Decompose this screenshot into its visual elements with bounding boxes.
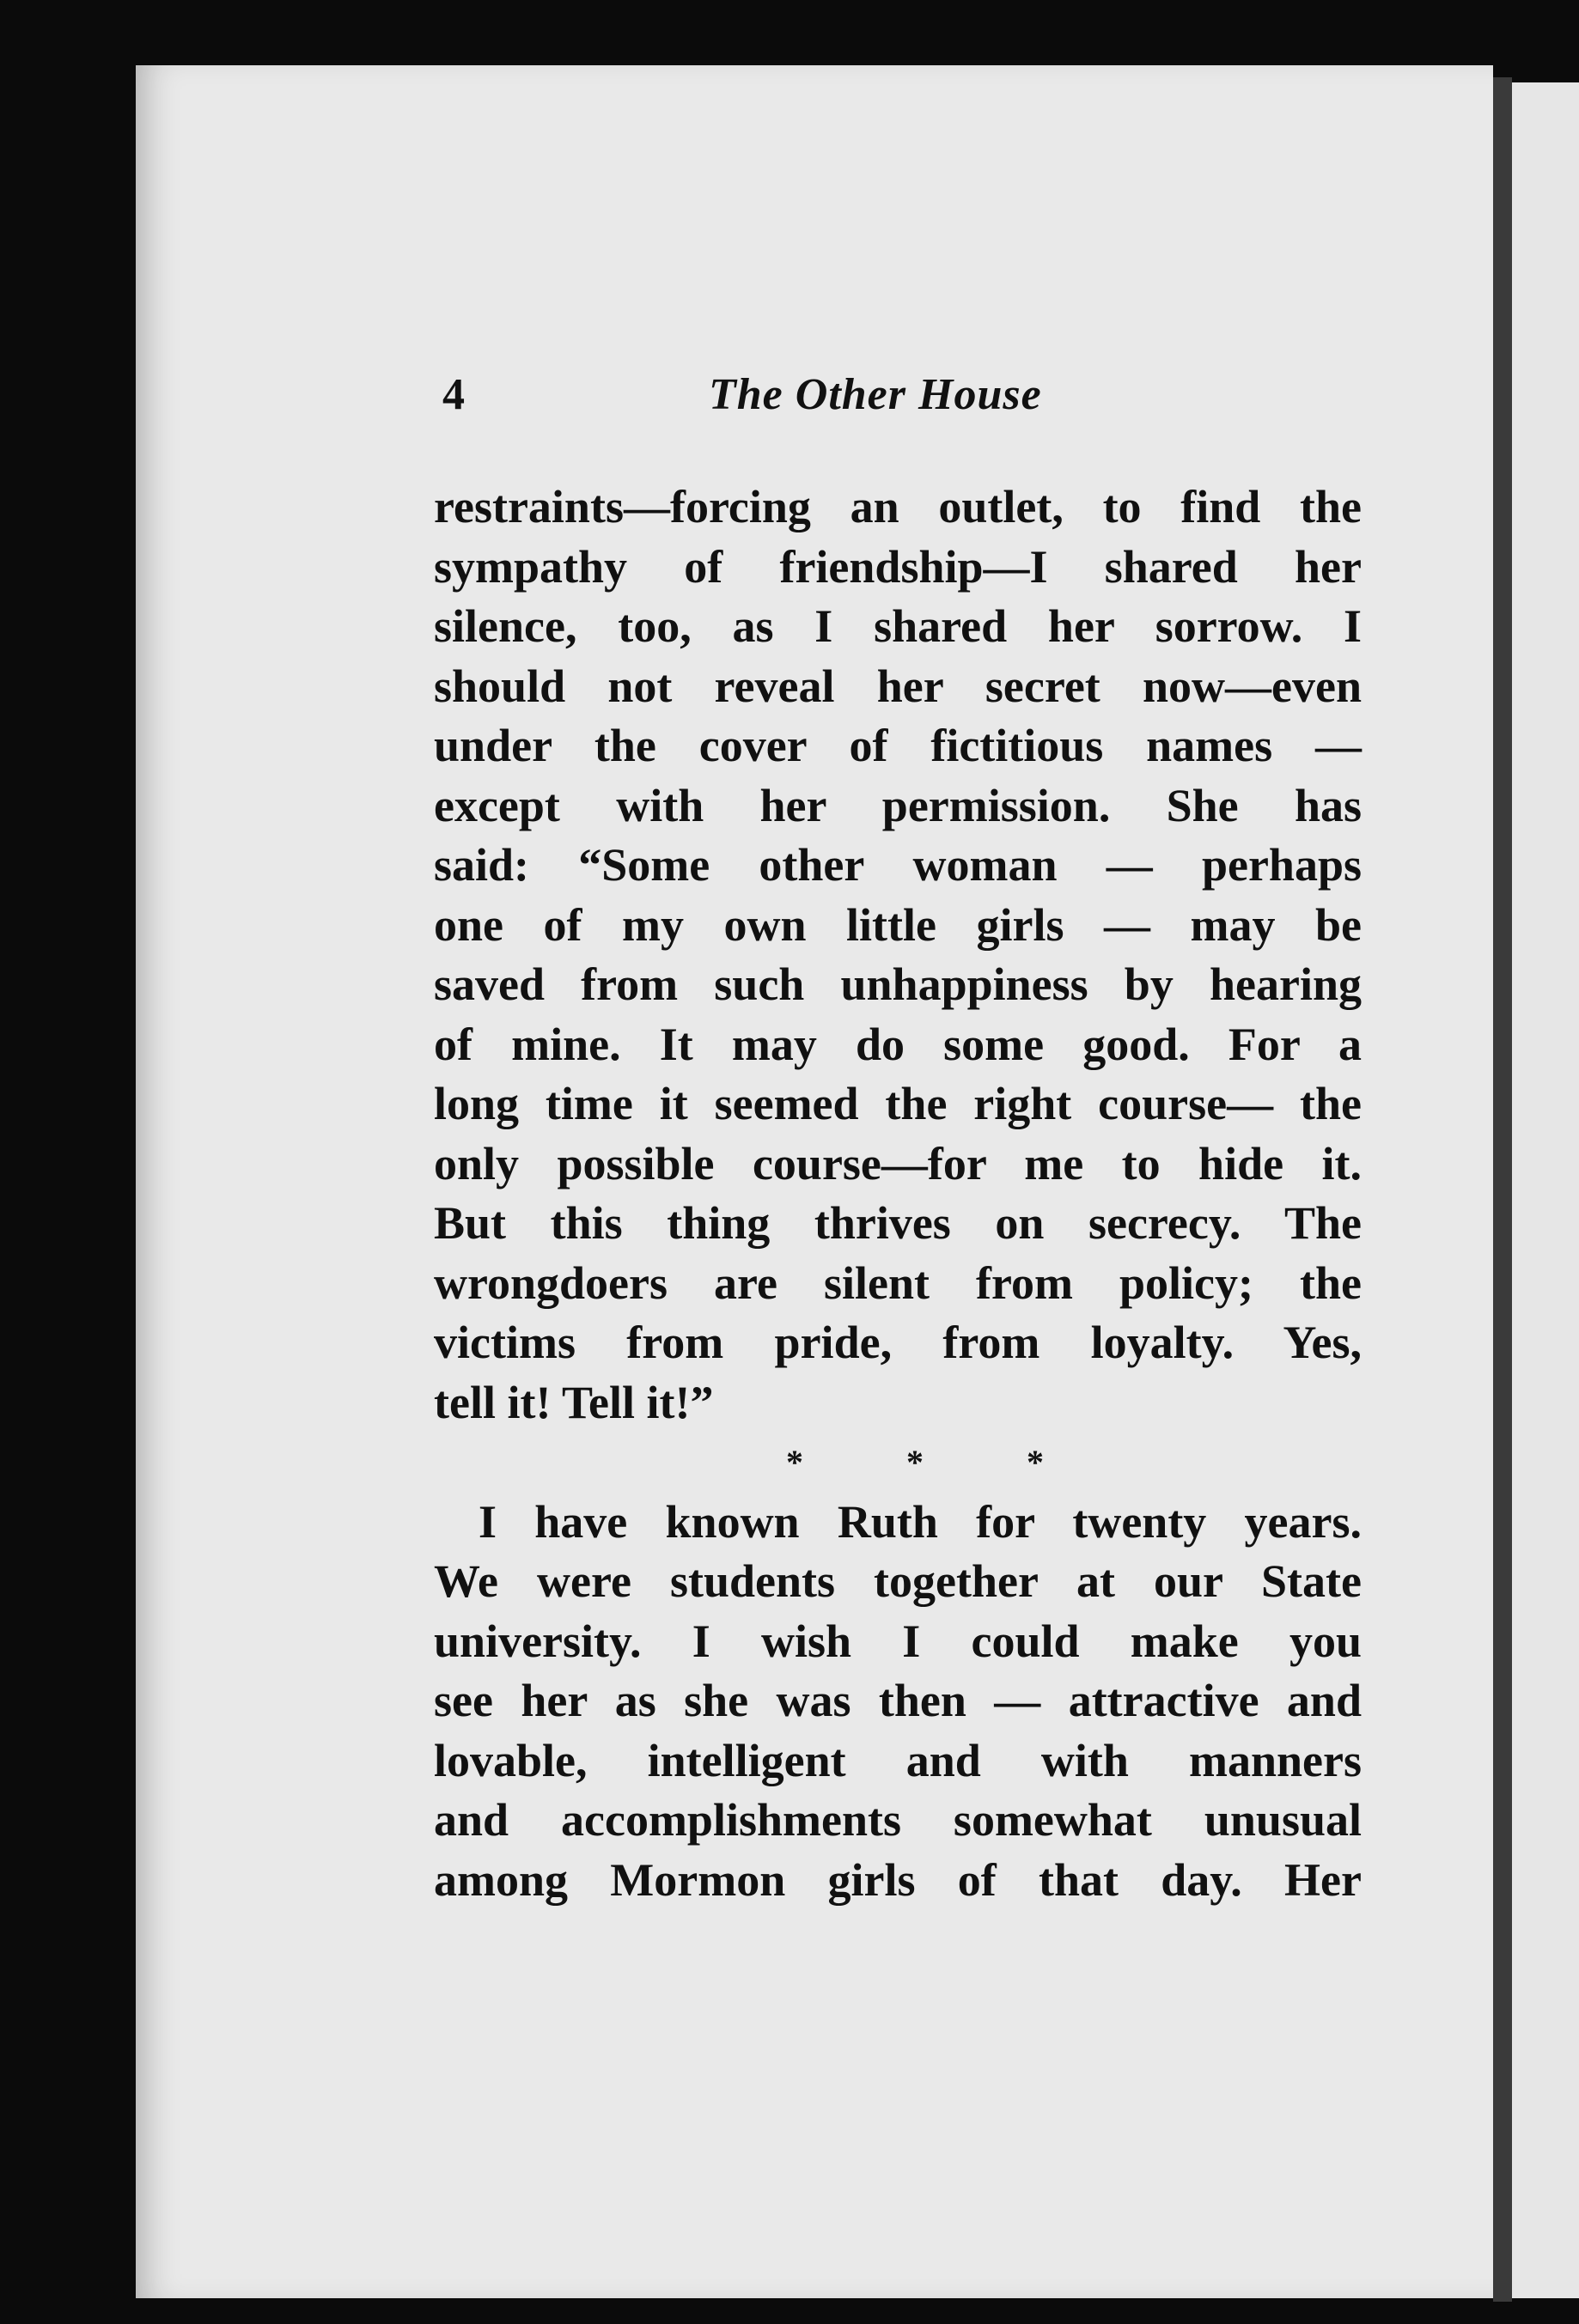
page-header (442, 369, 1095, 429)
text-line: under the cover of fictitious names — (434, 720, 1362, 771)
section-separator (434, 1433, 1362, 1493)
text-line: see her as she was then — attractive and (434, 1675, 1362, 1726)
separator-asterisk: * (906, 1443, 924, 1481)
text-line: said: “Some other woman — perhaps (434, 839, 1362, 891)
separator-asterisk: * (786, 1443, 803, 1481)
text-line: tell it! Tell it!” (434, 1376, 714, 1428)
body-text (434, 478, 1362, 1910)
text-line: We were students together at our State (434, 1555, 1362, 1607)
text-line: But this thing thrives on secrecy. The (434, 1197, 1362, 1249)
text-line: should not reveal her secret now—even (434, 660, 1362, 712)
page-number: 4 (442, 370, 465, 419)
paragraph-2 (434, 1493, 1362, 1911)
text-line: one of my own little girls — may be (434, 898, 1362, 951)
facing-page-edge (1512, 82, 1579, 2298)
text-line: sympathy of friendship—I shared her (434, 540, 1362, 593)
text-line: long time it seemed the right course— the (434, 1078, 1362, 1129)
text-line: restraints—forcing an outlet, to find the (434, 481, 1362, 532)
text-line: and accomplishments somewhat unusual (434, 1794, 1362, 1846)
text-line: except with her permission. She has (434, 779, 1362, 831)
text-line: among Mormon girls of that day. Her (434, 1853, 1362, 1906)
text-line: I have known Ruth for twenty years. (479, 1495, 1362, 1548)
separator-asterisk: * (1027, 1443, 1044, 1481)
text-line: of mine. It may do some good. For a (434, 1018, 1362, 1070)
text-line: only possible course—for me to hide it. (434, 1137, 1362, 1189)
text-line: university. I wish I could make you (434, 1615, 1362, 1667)
text-line: lovable, intelligent and with manners (434, 1734, 1362, 1786)
text-line: victims from pride, from loyalty. Yes, (434, 1317, 1362, 1368)
text-line: wrongdoers are silent from policy; the (434, 1256, 1362, 1309)
paragraph-1 (434, 478, 1362, 1433)
running-title: The Other House (709, 370, 1042, 419)
text-line: saved from such unhappiness by hearing (434, 958, 1362, 1010)
book-gutter-edge (1493, 77, 1512, 2302)
text-line: silence, too, as I shared her sorrow. I (434, 600, 1362, 652)
